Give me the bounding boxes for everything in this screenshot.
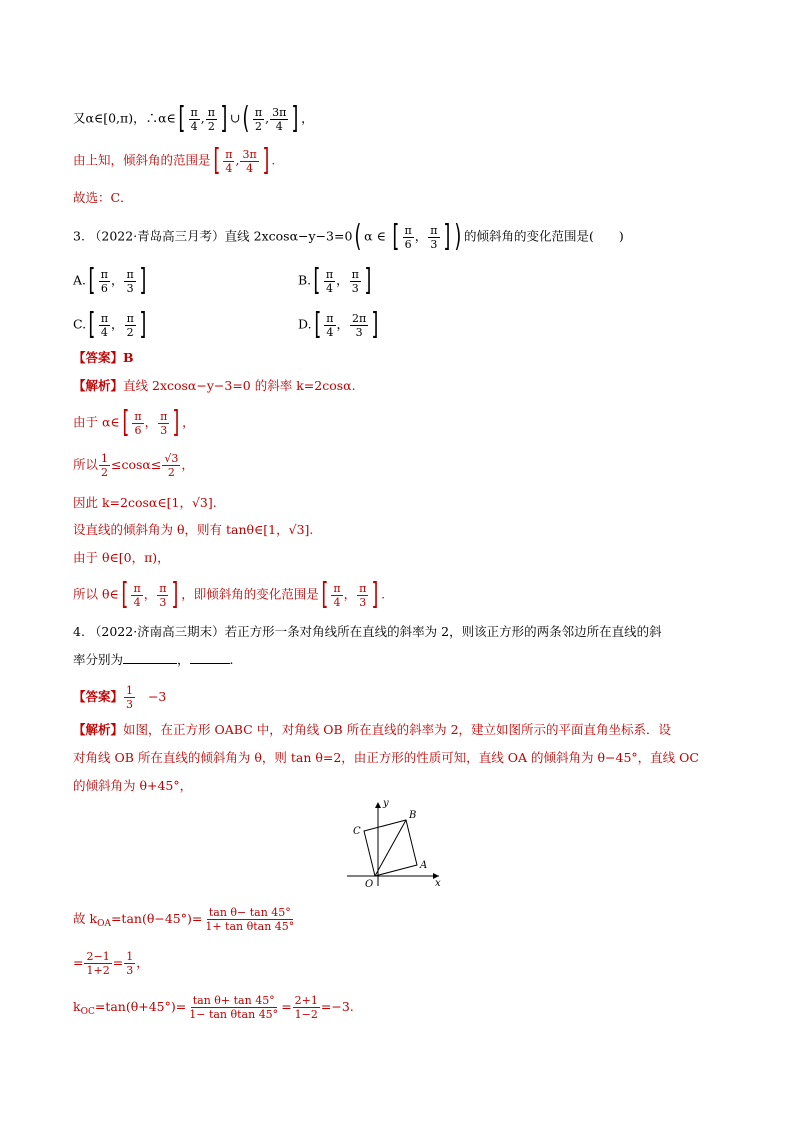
q3-analysis-4: 因此 k=2cosα∈[1，√3].	[73, 495, 217, 510]
cont-line-2: 由上知，倾斜角的范围是[ $\frac{\pi}{4}$ , $\frac{3\pi}{4}$ ] .	[73, 143, 276, 178]
fraction: $\frac{3\pi}{4}$	[242, 147, 257, 175]
option-a: A.[ $\frac{\pi}{6}$ ， $\frac{\pi}{3}$ ]	[73, 263, 147, 298]
q4-calc-1: 故 $k_{OA}=\tan(\theta-45^\circ)=$ $\frac{\text{tan θ− tan 45°}}{\text{1+ tan θtan 45°}}$	[73, 906, 295, 933]
option-b: B.[ $\frac{\pi}{4}$ ， $\frac{\pi}{3}$ ]	[298, 263, 372, 298]
q4-analysis-2: 对角线 OB 所在直线的倾斜角为 θ，则 tan θ=2，由正方形的性质可知，直线 OA 的倾斜角为 θ−45°，直线 OC	[73, 750, 699, 765]
q3-analysis-1: 【解析】直线 2xcosα−y−3=0 的斜率 k=2cosα.	[73, 378, 356, 393]
q4-answer: 【答案】 $\frac{1}{3}$ −3	[73, 684, 167, 711]
label-x: x	[435, 878, 441, 889]
q3-analysis-5: 设直线的倾斜角为 θ，则有 tanθ∈[1，√3].	[73, 522, 314, 537]
square-figure	[345, 796, 450, 891]
left-bracket: [	[178, 101, 186, 136]
cont-line-1: 又α∈[0,π)，∴α∈[ $\frac{\pi}{4}$ , $\frac{\pi}{2}$ ] ∪( $\frac{\pi}{2}$ , $\frac{3\pi}{4}$ ] ，	[73, 101, 314, 136]
fraction: $\frac{3\pi}{4}$	[272, 105, 287, 133]
label-o: O	[365, 879, 374, 890]
label-b: B	[409, 810, 417, 821]
label-c: C	[353, 826, 361, 837]
fraction: $\frac{\pi}{4}$	[225, 147, 233, 175]
fraction: $\frac{\pi}{2}$	[207, 105, 215, 133]
q4-calc-2: = $\frac{2-1}{1+2}$ = $\frac{1}{3}$ ，	[73, 950, 149, 977]
q3-analysis-6: 由于 θ∈[0，π)，	[73, 550, 170, 565]
q3-stem: 3. （2022·青岛高三月考）直线 2xcosα−y−3=0( α ∈ [ $\frac{\pi}{6}$ ， $\frac{\pi}{3}$ ] ) 的倾斜角的变化范围是( )	[73, 219, 624, 254]
diagonal-ob	[375, 820, 406, 876]
q4-stem-2: 率分别为 ， .	[73, 652, 234, 667]
q4-calc-3: $k_{OC}=\tan(\theta+45^\circ)=$ $\frac{\text{tan θ+ tan 45°}}{\text{1− tan θtan 45°}}$ = $\frac{2+1}{1-2}$ =−3.	[73, 994, 354, 1021]
label-y: y	[383, 798, 389, 809]
q3-answer: 【答案】B	[73, 350, 134, 365]
cont-line-3: 故选：C．	[73, 190, 133, 205]
answer-blank-2[interactable]	[190, 651, 230, 664]
fraction: $\frac{\pi}{2}$	[254, 105, 263, 133]
q4-stem-1: 4. （2022·济南高三期末）若正方形一条对角线所在直线的斜率为 2，则该正方形的两条邻边所在直线的斜	[73, 624, 662, 639]
q4-analysis-1: 【解析】如图，在正方形 OABC 中，对角线 OB 所在直线的斜率为 2，建立如图所示的平面直角坐标系．设	[73, 722, 672, 737]
q3-analysis-3: 所以 $\frac{1}{2}$ ≤cosα≤ $\frac{√3}{2}$ ，	[73, 452, 194, 479]
option-c: C.[ $\frac{\pi}{4}$ ， $\frac{\pi}{2}$ ]	[73, 307, 147, 342]
answer-blank-1[interactable]	[123, 651, 177, 664]
q3-analysis-2: 由于 α∈[ $\frac{\pi}{6}$ ， $\frac{\pi}{3}$ ] ，	[73, 405, 195, 440]
option-d: D.[ $\frac{\pi}{4}$ ， $\frac{2\pi}{3}$ ]	[298, 307, 379, 342]
q3-analysis-7: 所以 θ∈[ $\frac{\pi}{4}$ ， $\frac{\pi}{3}$ ] ，即倾斜角的变化范围是[ $\frac{\pi}{4}$ ， $\frac{\pi}{3}$ ] .	[73, 577, 386, 612]
label-a: A	[420, 860, 428, 871]
fraction: $\frac{\pi}{4}$	[190, 105, 198, 133]
q4-analysis-3: 的倾斜角为 θ+45°，	[73, 778, 193, 793]
